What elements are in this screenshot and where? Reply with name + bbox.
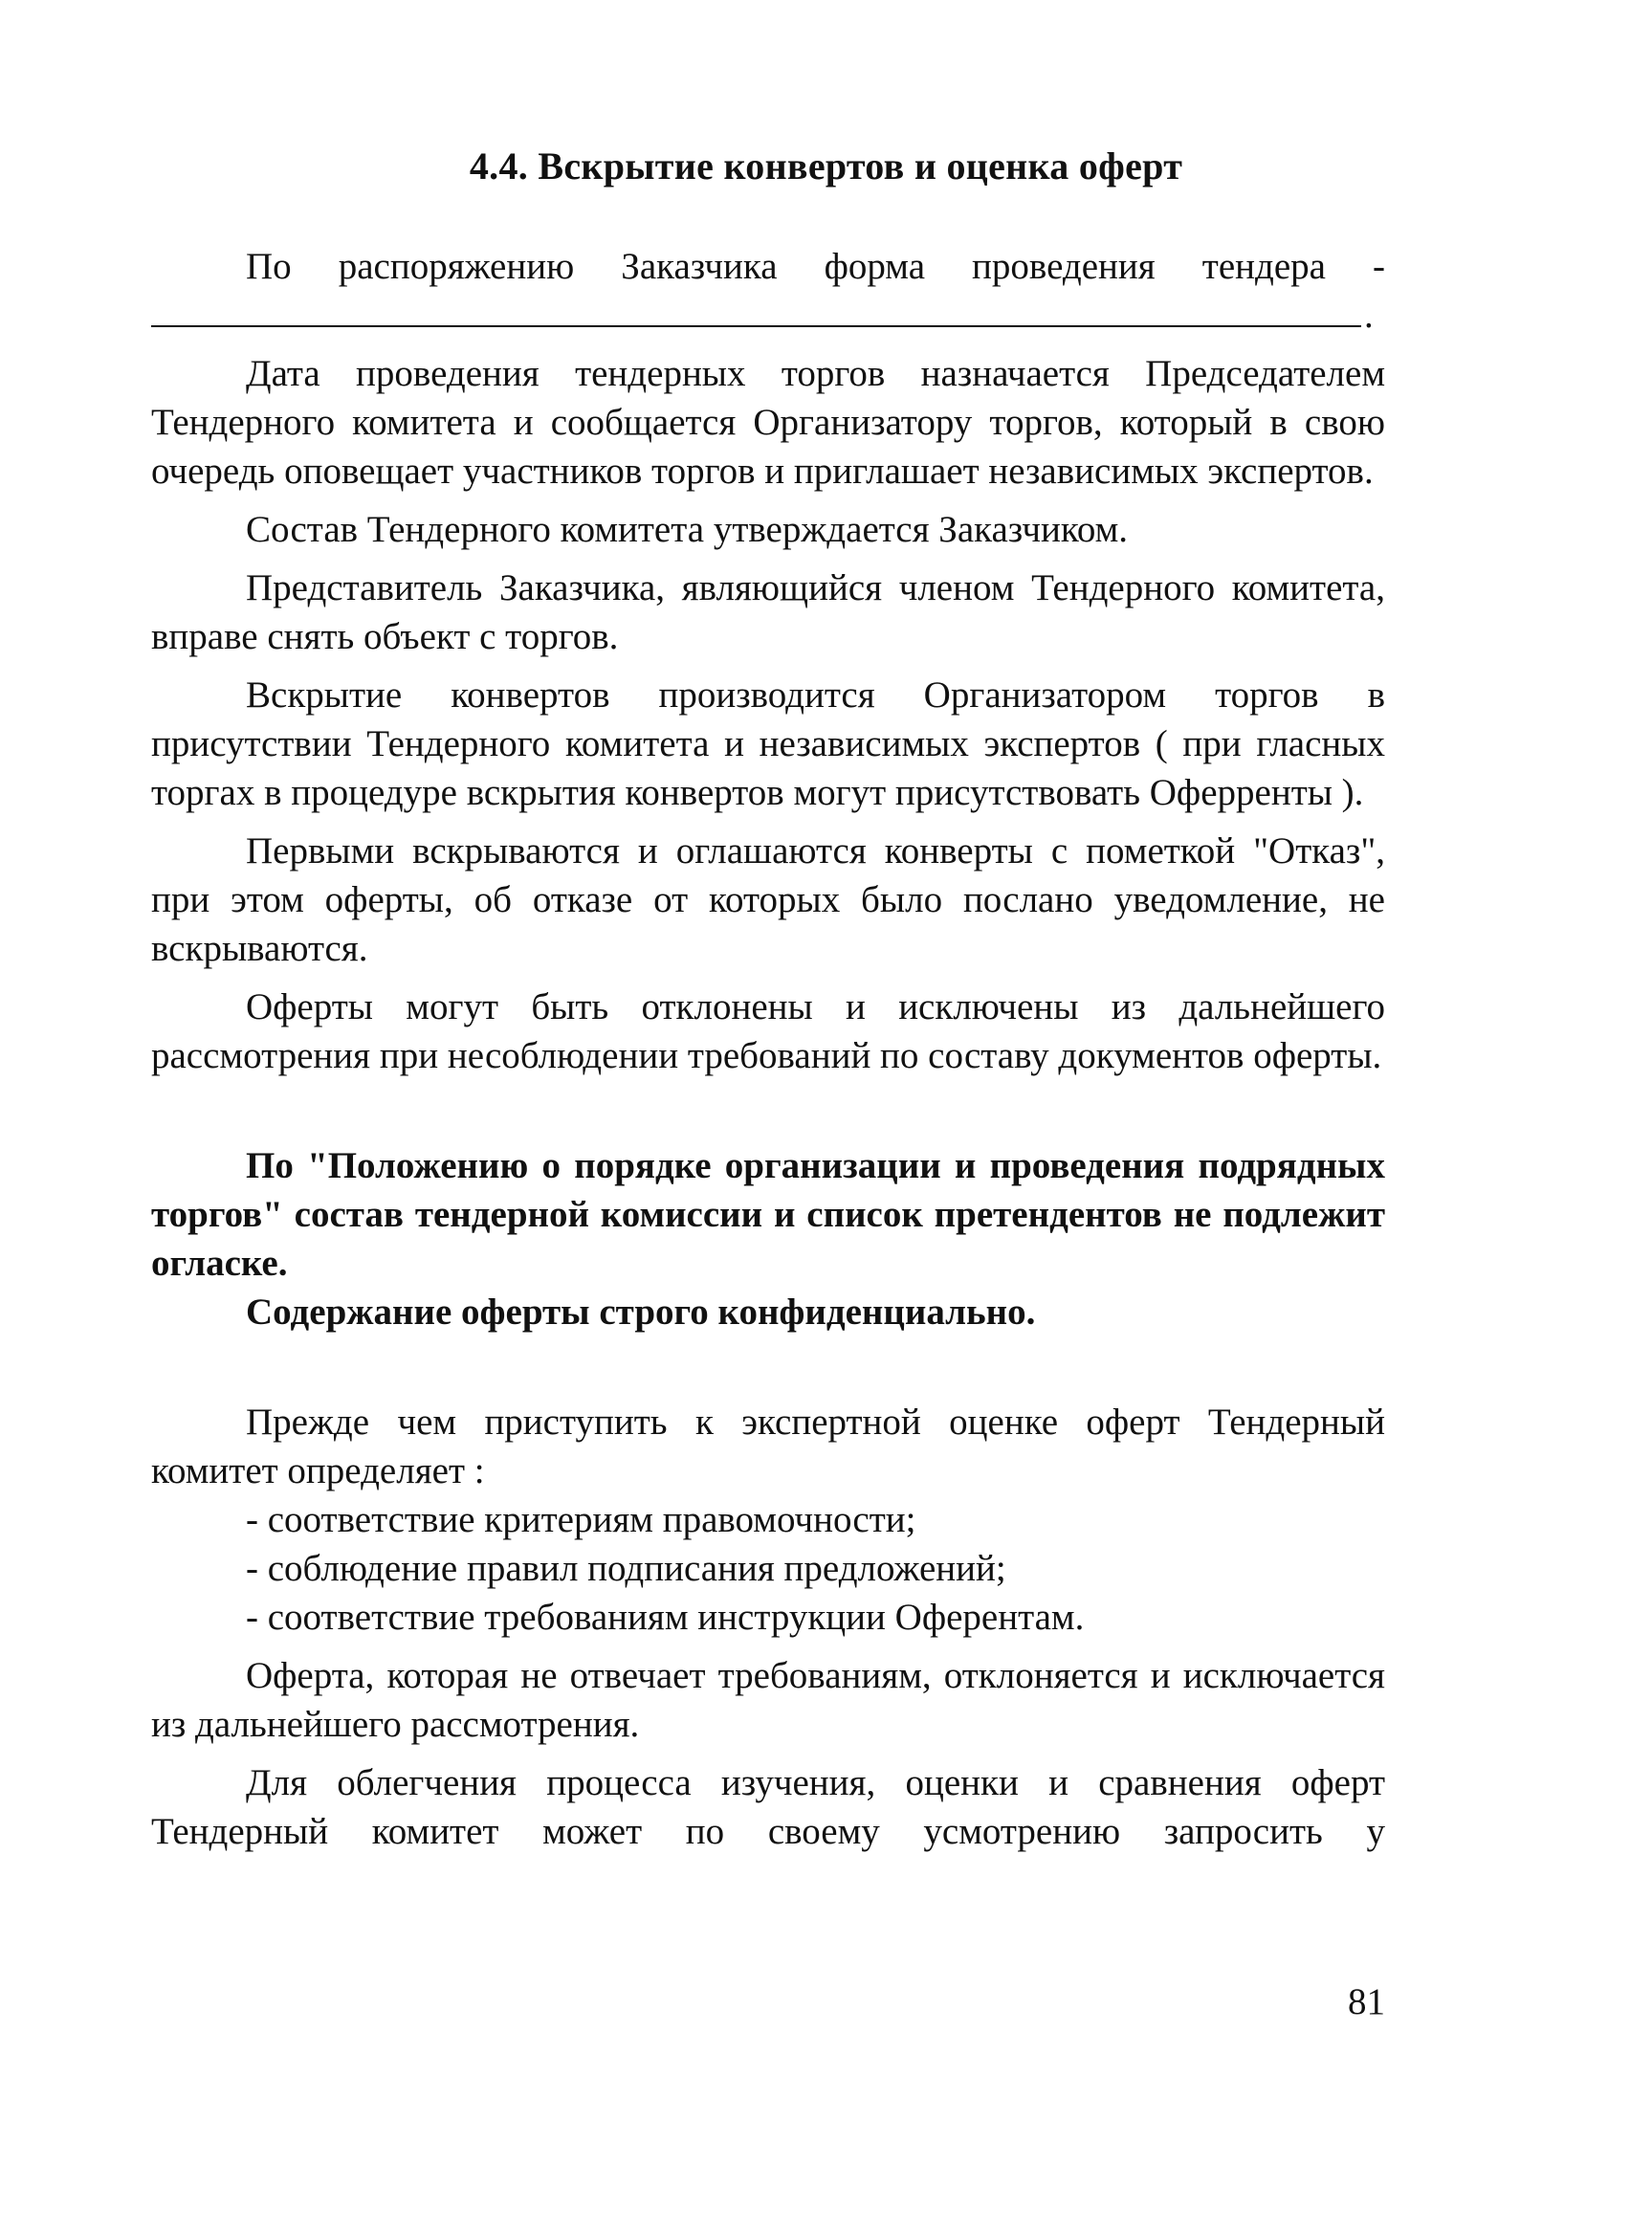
- paragraph: Для облегчения процесса изучения, оценки и сравнения оферт Тендерный комитет может по своему усмотрению запросить у: [151, 1762, 1385, 1852]
- paragraph: Дата проведения тендерных торгов назначается Председателем Тендерного комитета и сообщается Организатору торгов, который в свою очередь оповещает участников торгов и приглашает независимых экспертов.: [151, 353, 1385, 492]
- criteria-intro: Прежде чем приступить к экспертной оценке оферт Тендерный комитет определяет :: [151, 1402, 1385, 1491]
- paragraph: Оферта, которая не отвечает требованиям, отклоняется и исключается из дальнейшего рассмотрения.: [151, 1655, 1385, 1745]
- criteria-item: - соответствие требованиям инструкции Оферентам.: [246, 1597, 1085, 1638]
- paragraph: Оферты могут быть отклонены и исключены из дальнейшего рассмотрения при несоблюдении требований по составу документов оферты.: [151, 986, 1385, 1076]
- paragraph: Представитель Заказчика, являющийся членом Тендерного комитета, вправе снять объект с торгов.: [151, 567, 1385, 657]
- page-number: 81: [1348, 1981, 1385, 2022]
- paragraph: Первыми вскрываются и оглашаются конверты с пометкой "Отказ", при этом оферты, об отказе от которых было послано уведомление, не вскрываются.: [151, 830, 1385, 969]
- criteria-item: - соответствие критериям правомочности;: [246, 1499, 916, 1540]
- paragraph: Вскрытие конвертов производится Организатором торгов в присутствии Тендерного комитета и независимых экспертов ( при гласных торгах в процедуре вскрытия конвертов могут присутствовать Оферренты ).: [151, 674, 1385, 813]
- body-text: [151, 242, 1385, 1856]
- bold-paragraph: Содержание оферты строго конфиденциально.: [246, 1292, 1036, 1333]
- tender-form-line: По распоряжению Заказчика форма проведения тендера -: [246, 246, 1385, 287]
- blank-end-period: .: [1364, 295, 1374, 336]
- section-heading: 4.4. Вскрытие конвертов и оценка оферт: [469, 144, 1183, 188]
- tender-form-blank: [151, 291, 1385, 340]
- paragraph: Состав Тендерного комитета утверждается Заказчиком.: [246, 509, 1129, 550]
- fill-in-line: [151, 325, 1361, 327]
- criteria-item: - соблюдение правил подписания предложений;: [246, 1548, 1006, 1589]
- bold-paragraph: По "Положению о порядке организации и проведения подрядных торгов" состав тендерной комиссии и список претендентов не подлежит огласке.: [151, 1145, 1385, 1284]
